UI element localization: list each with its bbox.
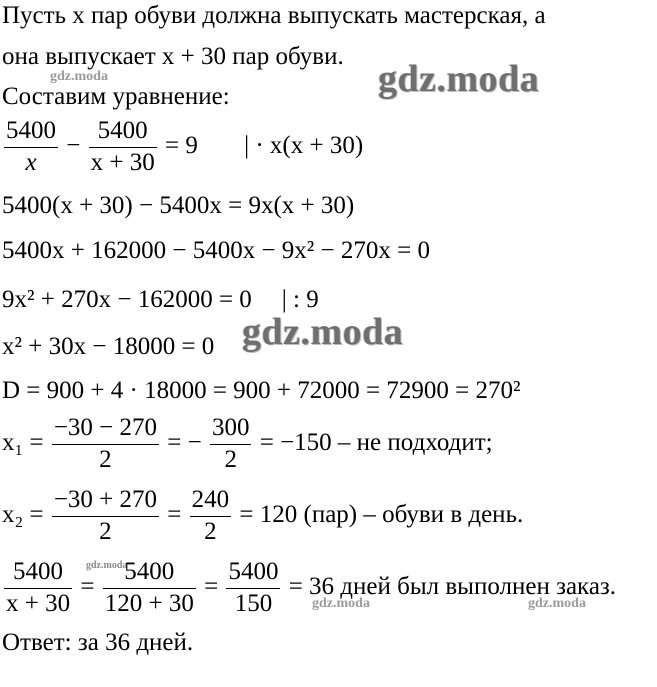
watermark-small-top: gdz.moda <box>50 69 108 84</box>
root-x2-line: x₂ = $\frac{-30 + 270}{2}$ = $\frac{240}{2}$ = 120 (пар) – обуви в день. <box>2 486 524 546</box>
fraction-5400-over-120-plus-30: $\frac{5400}{120 + 30}$ <box>104 558 194 618</box>
equation-fractional: $\frac{5400}{x}$ − $\frac{5400}{x + 30}$ = 9 | · x(x + 30) <box>6 117 364 177</box>
fraction-root2-formula: $\frac{-30 + 270}{2}$ <box>53 486 158 546</box>
fraction-5400-over-x-plus-30-check: $\frac{5400}{x + 30}$ <box>6 558 71 618</box>
problem-statement-line-1: Пусть x пар обуви должна выпускать мастерская, а <box>2 2 546 29</box>
equation-opened-brackets: 5400x + 162000 − 5400x − 9x² − 270x = 0 <box>2 237 430 264</box>
watermark-large-middle: gdz.moda <box>242 311 404 353</box>
fraction-300-over-2: $\frac{300}{2}$ <box>211 414 250 474</box>
compose-equation-heading: Составим уравнение: <box>2 83 230 110</box>
fraction-240-over-2: $\frac{240}{2}$ <box>191 486 230 546</box>
discriminant-line: D = 900 + 4 · 18000 = 900 + 72000 = 72900 = 270² <box>2 377 521 404</box>
multiply-note: | · x(x + 30) <box>244 131 364 159</box>
root-x1-line: x₁ = $\frac{-30 - 270}{2}$ = − $\frac{300}{2}$ = −150 – не подходит; <box>2 414 493 474</box>
fraction-5400-over-x-plus-30: $\frac{5400}{x + 30}$ <box>90 117 155 177</box>
check-days-line: $\frac{5400}{x + 30}$ = $\frac{5400}{120 + 30}$ = $\frac{5400}{150}$ = 36 дней был выполнен заказ. <box>6 558 617 618</box>
answer-line: Ответ: за 36 дней. <box>2 629 194 656</box>
fraction-5400-over-x: $\frac{5400}{x}$ <box>6 117 56 177</box>
fraction-root1-formula: $\frac{-30 - 270}{2}$ <box>53 414 158 474</box>
equation-quadratic-reduced: x² + 30x − 18000 = 0 <box>2 333 215 360</box>
watermark-small-bottom-right: gdz.moda <box>528 596 586 611</box>
equation-quadratic-9: 9x² + 270x − 162000 = 0 | : 9 <box>2 286 319 313</box>
fraction-5400-over-150: $\frac{5400}{150}$ <box>228 558 279 618</box>
watermark-small-bottom-middle: gdz.moda <box>312 596 370 611</box>
watermark-large-top: gdz.moda <box>378 58 540 100</box>
equation-expanded: 5400(x + 30) − 5400x = 9x(x + 30) <box>2 192 355 219</box>
problem-statement-line-2: она выпускает x + 30 пар обуви. <box>2 43 344 70</box>
watermark-tiny-bottom-left: gdz.moda <box>86 560 128 571</box>
